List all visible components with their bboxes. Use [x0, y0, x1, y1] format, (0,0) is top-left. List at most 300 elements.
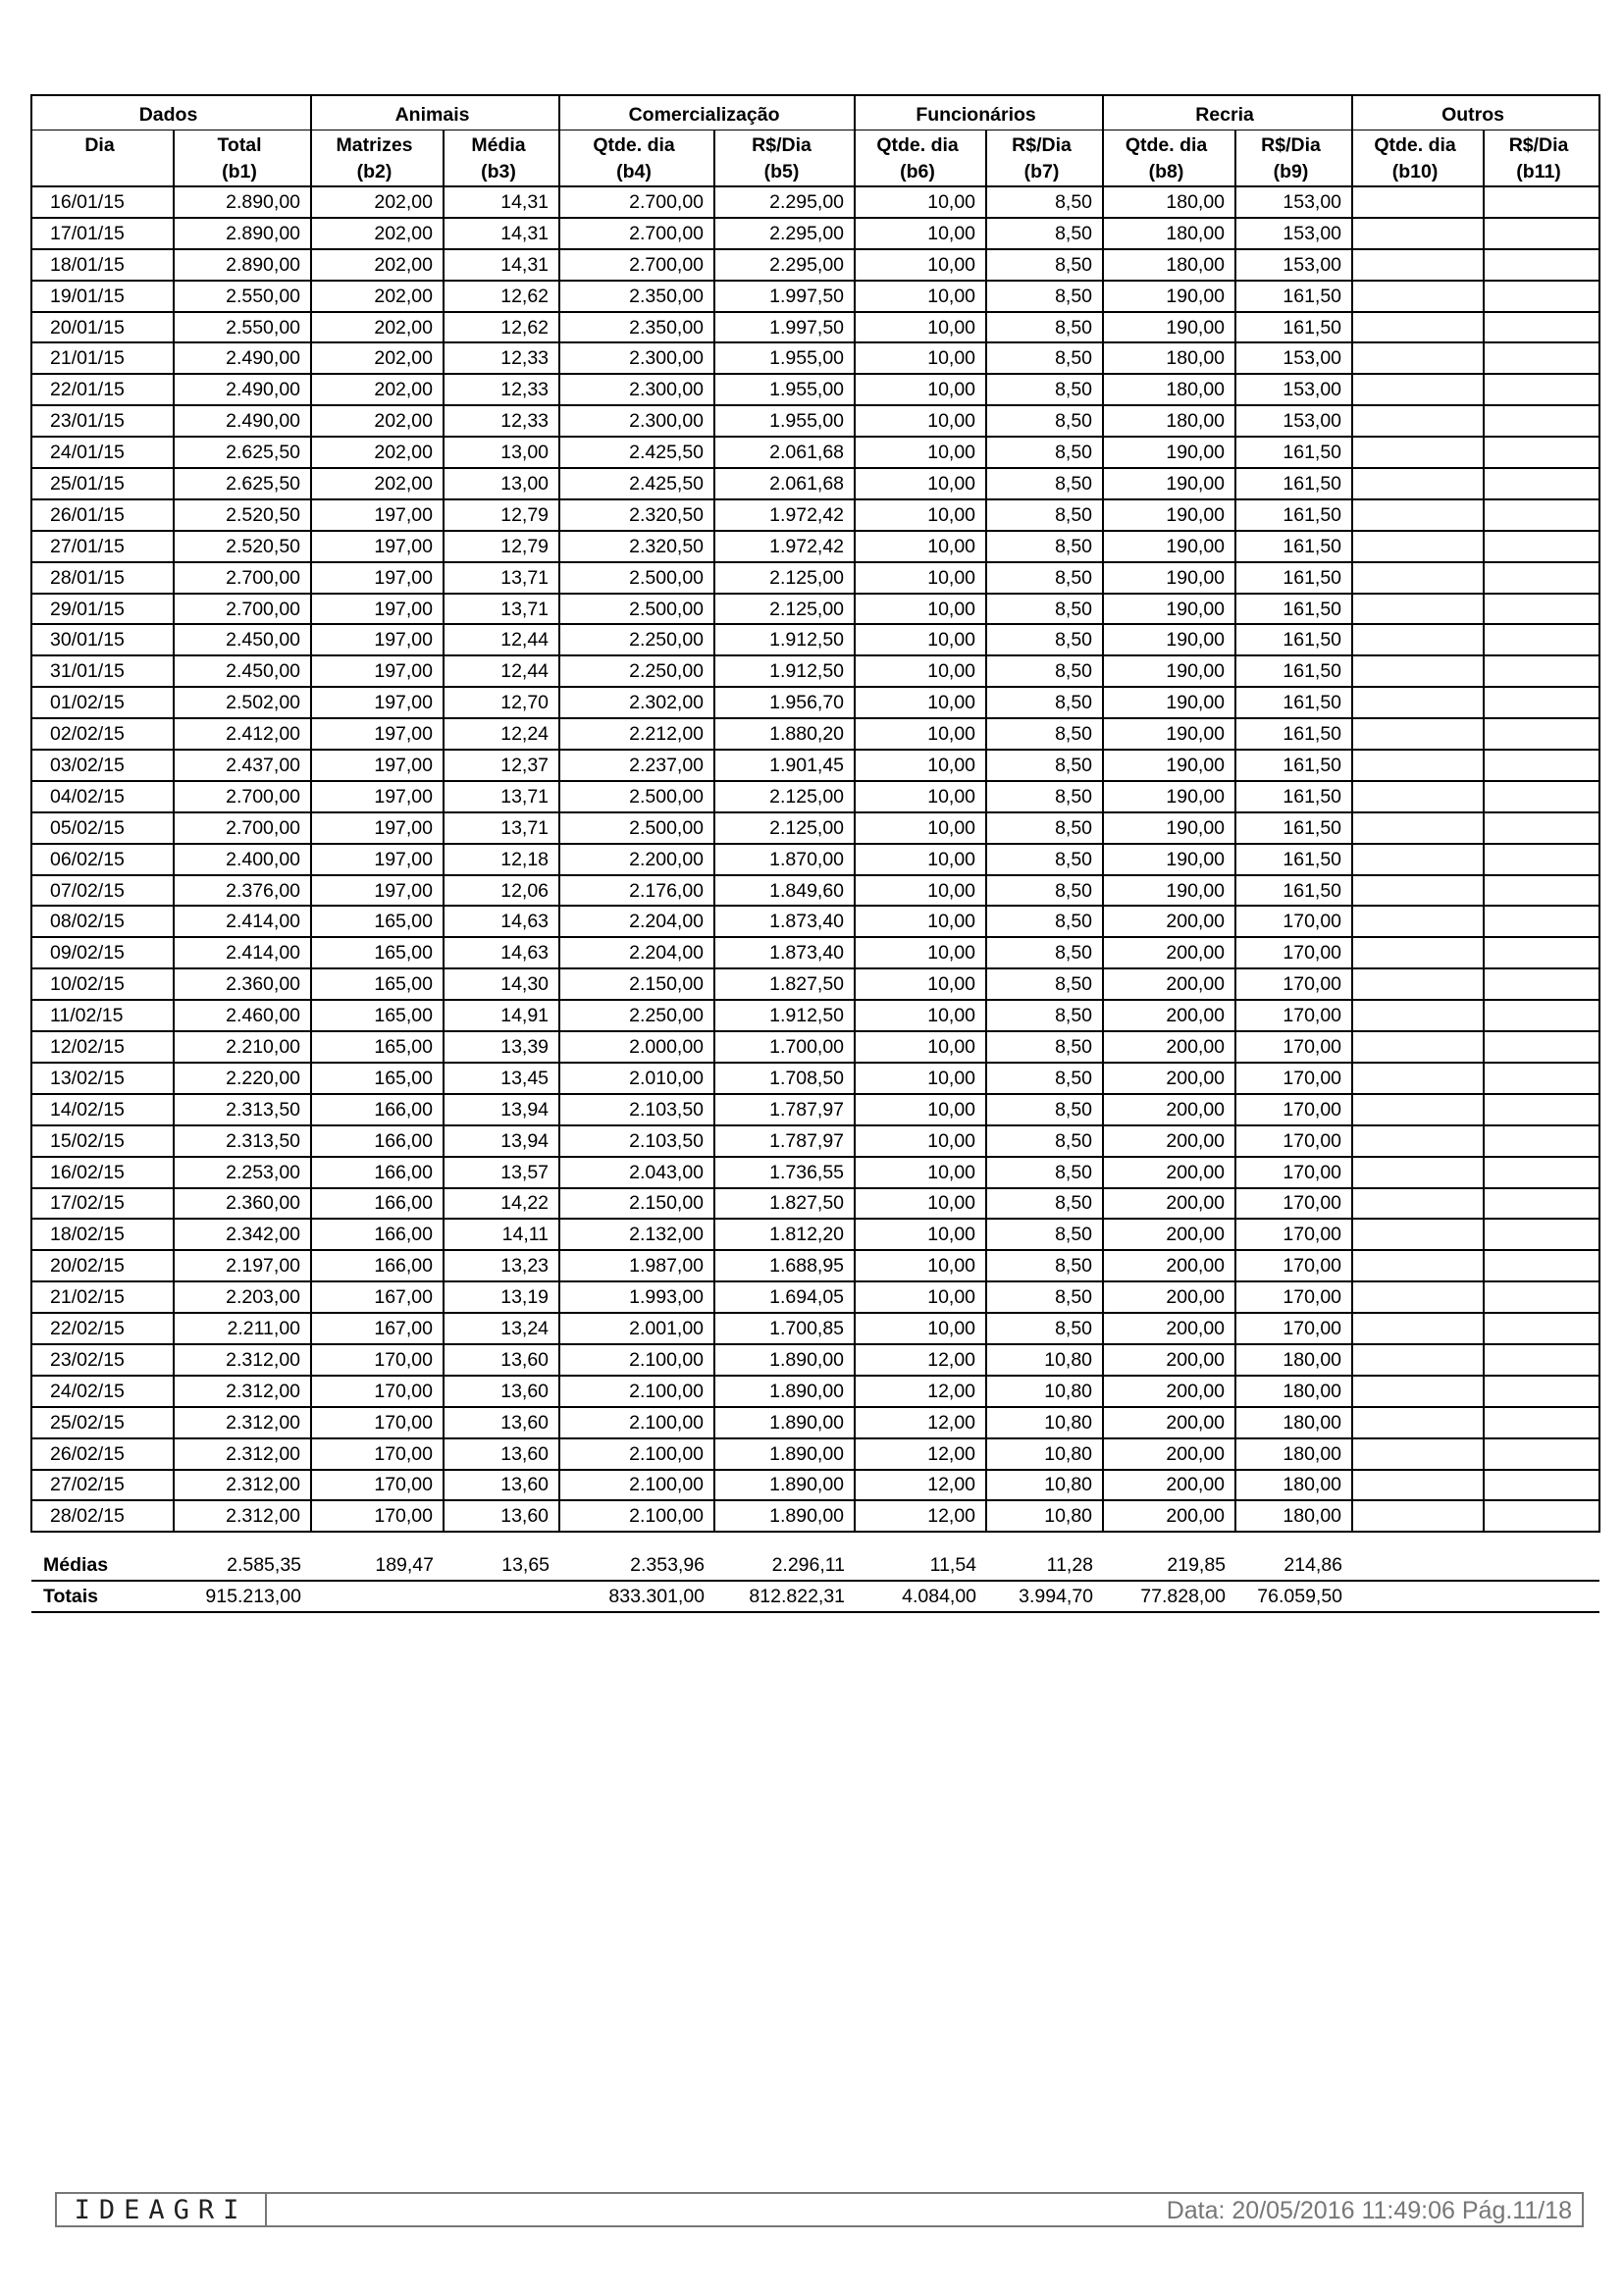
- table-cell: [1352, 1313, 1484, 1344]
- table-cell: 200,00: [1103, 1188, 1235, 1220]
- medias-value: 11,54: [855, 1550, 986, 1581]
- table-row: [31, 342, 1599, 374]
- table-row: [31, 405, 1599, 437]
- medias-value: 11,28: [986, 1550, 1103, 1581]
- table-cell: 2.500,00: [559, 594, 714, 625]
- table-cell: 2.300,00: [559, 374, 714, 405]
- totais-value: 3.994,70: [986, 1581, 1103, 1612]
- table-cell: 10,00: [855, 218, 986, 249]
- table-cell: [1352, 468, 1484, 499]
- table-cell: [1352, 1094, 1484, 1125]
- table-cell: 2.502,00: [174, 687, 311, 718]
- column-label: R$/Dia: [1508, 134, 1569, 156]
- table-cell: 190,00: [1103, 655, 1235, 687]
- date-cell: 21/01/15: [31, 342, 174, 374]
- table-cell: 10,80: [986, 1438, 1103, 1470]
- group-header: Recria: [1103, 95, 1352, 130]
- table-cell: 2.250,00: [559, 624, 714, 655]
- table-cell: 202,00: [311, 186, 444, 218]
- table-cell: 2.625,50: [174, 468, 311, 499]
- column-label: R$/Dia: [1261, 134, 1321, 156]
- report-table: [30, 94, 1600, 1613]
- date-cell: 29/01/15: [31, 594, 174, 625]
- table-cell: 2.500,00: [559, 781, 714, 812]
- table-cell: 200,00: [1103, 968, 1235, 1000]
- table-cell: 8,50: [986, 312, 1103, 343]
- table-cell: 2.313,50: [174, 1125, 311, 1157]
- table-row: [31, 1438, 1599, 1470]
- table-cell: [1484, 655, 1599, 687]
- table-cell: 8,50: [986, 1219, 1103, 1250]
- table-cell: [1352, 1219, 1484, 1250]
- table-cell: 161,50: [1235, 437, 1352, 468]
- table-cell: [1352, 906, 1484, 937]
- date-cell: 25/01/15: [31, 468, 174, 499]
- medias-row: [31, 1550, 1599, 1581]
- table-cell: [1352, 499, 1484, 531]
- table-cell: [1484, 437, 1599, 468]
- table-cell: 12,00: [855, 1500, 986, 1532]
- table-cell: 2.520,50: [174, 499, 311, 531]
- table-cell: 8,50: [986, 750, 1103, 781]
- table-row: [31, 594, 1599, 625]
- table-cell: 12,06: [444, 875, 559, 907]
- table-cell: 2.550,00: [174, 312, 311, 343]
- table-cell: 2.425,50: [559, 468, 714, 499]
- table-row: [31, 1344, 1599, 1376]
- table-cell: 202,00: [311, 312, 444, 343]
- column-header: [174, 130, 311, 187]
- table-cell: [1484, 562, 1599, 594]
- table-cell: 197,00: [311, 655, 444, 687]
- table-cell: 170,00: [311, 1344, 444, 1376]
- column-header: [1103, 130, 1235, 187]
- table-cell: 1.912,50: [714, 1000, 855, 1031]
- summary-section: [31, 1532, 1599, 1612]
- table-cell: 170,00: [1235, 1219, 1352, 1250]
- table-cell: [1352, 687, 1484, 718]
- table-cell: 200,00: [1103, 1125, 1235, 1157]
- table-cell: [1352, 1188, 1484, 1220]
- table-cell: 161,50: [1235, 562, 1352, 594]
- table-cell: 2.312,00: [174, 1438, 311, 1470]
- table-cell: 8,50: [986, 531, 1103, 562]
- totais-value: 4.084,00: [855, 1581, 986, 1612]
- table-cell: 2.000,00: [559, 1031, 714, 1063]
- table-cell: 2.350,00: [559, 281, 714, 312]
- table-cell: 153,00: [1235, 249, 1352, 281]
- date-cell: 21/02/15: [31, 1281, 174, 1313]
- column-header-row: [31, 130, 1599, 187]
- table-row: [31, 499, 1599, 531]
- column-header: [855, 130, 986, 187]
- table-cell: 2.312,00: [174, 1500, 311, 1532]
- table-cell: 2.414,00: [174, 906, 311, 937]
- table-row: [31, 906, 1599, 937]
- table-cell: 180,00: [1235, 1470, 1352, 1501]
- table-cell: 10,00: [855, 968, 986, 1000]
- group-header: Funcionários: [855, 95, 1103, 130]
- table-row: [31, 1031, 1599, 1063]
- table-cell: 170,00: [1235, 1063, 1352, 1094]
- table-cell: 8,50: [986, 405, 1103, 437]
- table-cell: 10,80: [986, 1376, 1103, 1407]
- date-cell: 22/02/15: [31, 1313, 174, 1344]
- table-cell: 12,79: [444, 531, 559, 562]
- table-cell: 170,00: [1235, 937, 1352, 968]
- column-header: [714, 130, 855, 187]
- table-cell: 170,00: [1235, 968, 1352, 1000]
- table-cell: [1352, 812, 1484, 844]
- table-cell: 8,50: [986, 1094, 1103, 1125]
- group-header: Animais: [311, 95, 559, 130]
- table-cell: 8,50: [986, 1157, 1103, 1188]
- table-cell: 8,50: [986, 499, 1103, 531]
- table-cell: 165,00: [311, 937, 444, 968]
- table-cell: [1484, 1250, 1599, 1281]
- table-cell: 10,00: [855, 1219, 986, 1250]
- date-cell: 23/02/15: [31, 1344, 174, 1376]
- table-cell: 10,00: [855, 342, 986, 374]
- table-cell: 12,00: [855, 1470, 986, 1501]
- table-cell: [1352, 624, 1484, 655]
- table-cell: 10,00: [855, 499, 986, 531]
- table-cell: 2.450,00: [174, 624, 311, 655]
- table-cell: 170,00: [1235, 1031, 1352, 1063]
- group-header-row: [31, 95, 1599, 130]
- table-row: [31, 875, 1599, 907]
- table-cell: 161,50: [1235, 468, 1352, 499]
- table-cell: 8,50: [986, 812, 1103, 844]
- table-cell: 12,70: [444, 687, 559, 718]
- table-cell: 2.150,00: [559, 1188, 714, 1220]
- table-cell: 197,00: [311, 750, 444, 781]
- table-cell: 12,44: [444, 655, 559, 687]
- table-cell: 13,23: [444, 1250, 559, 1281]
- table-cell: 8,50: [986, 781, 1103, 812]
- date-cell: 26/01/15: [31, 499, 174, 531]
- table-cell: 10,00: [855, 812, 986, 844]
- table-cell: 13,60: [444, 1438, 559, 1470]
- table-cell: [1352, 655, 1484, 687]
- table-cell: 165,00: [311, 1031, 444, 1063]
- table-cell: [1484, 405, 1599, 437]
- table-cell: 12,24: [444, 718, 559, 750]
- table-cell: 190,00: [1103, 812, 1235, 844]
- table-cell: 166,00: [311, 1219, 444, 1250]
- totais-value: 812.822,31: [714, 1581, 855, 1612]
- table-cell: 190,00: [1103, 312, 1235, 343]
- table-row: [31, 1376, 1599, 1407]
- table-row: [31, 374, 1599, 405]
- table-cell: 165,00: [311, 1063, 444, 1094]
- table-cell: [1352, 281, 1484, 312]
- table-cell: 10,80: [986, 1500, 1103, 1532]
- table-cell: [1352, 218, 1484, 249]
- table-cell: 13,24: [444, 1313, 559, 1344]
- date-cell: 17/02/15: [31, 1188, 174, 1220]
- totais-value: 833.301,00: [559, 1581, 714, 1612]
- table-cell: 161,50: [1235, 875, 1352, 907]
- table-cell: 2.295,00: [714, 218, 855, 249]
- table-cell: 2.700,00: [174, 812, 311, 844]
- table-cell: 8,50: [986, 281, 1103, 312]
- table-cell: 2.204,00: [559, 906, 714, 937]
- table-cell: 197,00: [311, 531, 444, 562]
- table-cell: 190,00: [1103, 718, 1235, 750]
- table-cell: 153,00: [1235, 405, 1352, 437]
- table-cell: 10,00: [855, 844, 986, 875]
- table-cell: 1.736,55: [714, 1157, 855, 1188]
- table-cell: 13,60: [444, 1376, 559, 1407]
- table-cell: 200,00: [1103, 1157, 1235, 1188]
- table-cell: 12,00: [855, 1344, 986, 1376]
- table-cell: [1484, 312, 1599, 343]
- table-cell: 202,00: [311, 468, 444, 499]
- table-cell: 197,00: [311, 875, 444, 907]
- table-cell: 2.204,00: [559, 937, 714, 968]
- medias-value: [1484, 1550, 1599, 1581]
- table-cell: 200,00: [1103, 1094, 1235, 1125]
- table-cell: [1484, 1000, 1599, 1031]
- table-cell: 197,00: [311, 844, 444, 875]
- table-cell: [1484, 1376, 1599, 1407]
- table-cell: [1484, 249, 1599, 281]
- table-cell: 13,57: [444, 1157, 559, 1188]
- table-cell: 161,50: [1235, 281, 1352, 312]
- table-cell: 10,00: [855, 1188, 986, 1220]
- column-code: (b7): [1023, 161, 1060, 183]
- table-cell: 167,00: [311, 1281, 444, 1313]
- table-cell: [1484, 687, 1599, 718]
- table-cell: 170,00: [311, 1407, 444, 1438]
- table-cell: 10,80: [986, 1344, 1103, 1376]
- table-cell: 200,00: [1103, 1000, 1235, 1031]
- table-cell: 180,00: [1235, 1500, 1352, 1532]
- column-header: [444, 130, 559, 187]
- date-cell: 15/02/15: [31, 1125, 174, 1157]
- table-cell: 161,50: [1235, 499, 1352, 531]
- date-cell: 25/02/15: [31, 1407, 174, 1438]
- table-cell: 10,00: [855, 1063, 986, 1094]
- table-cell: 10,00: [855, 312, 986, 343]
- table-cell: 13,00: [444, 437, 559, 468]
- column-label: Dia: [84, 134, 115, 156]
- table-cell: 13,94: [444, 1094, 559, 1125]
- table-row: [31, 468, 1599, 499]
- column-label: Qtde. dia: [1125, 134, 1208, 156]
- table-row: [31, 1125, 1599, 1157]
- table-cell: 8,50: [986, 1125, 1103, 1157]
- table-cell: [1484, 1125, 1599, 1157]
- table-cell: 190,00: [1103, 624, 1235, 655]
- table-cell: [1484, 1344, 1599, 1376]
- date-cell: 11/02/15: [31, 1000, 174, 1031]
- table-cell: 2.700,00: [559, 186, 714, 218]
- column-header: [1235, 130, 1352, 187]
- medias-value: [1352, 1550, 1484, 1581]
- table-cell: 2.625,50: [174, 437, 311, 468]
- table-row: [31, 1250, 1599, 1281]
- column-header: [1352, 130, 1484, 187]
- table-cell: 1.694,05: [714, 1281, 855, 1313]
- table-cell: 2.400,00: [174, 844, 311, 875]
- table-cell: [1352, 1438, 1484, 1470]
- table-cell: 8,50: [986, 875, 1103, 907]
- column-code: (b9): [1273, 161, 1309, 183]
- table-cell: [1484, 1281, 1599, 1313]
- table-cell: 10,00: [855, 405, 986, 437]
- table-cell: 197,00: [311, 812, 444, 844]
- date-cell: 24/01/15: [31, 437, 174, 468]
- table-cell: [1484, 1438, 1599, 1470]
- table-cell: 8,50: [986, 186, 1103, 218]
- table-cell: 161,50: [1235, 624, 1352, 655]
- table-cell: 200,00: [1103, 1063, 1235, 1094]
- table-cell: 2.100,00: [559, 1438, 714, 1470]
- column-code: (b5): [763, 161, 800, 183]
- table-cell: 13,19: [444, 1281, 559, 1313]
- table-cell: 2.250,00: [559, 655, 714, 687]
- table-cell: 2.061,68: [714, 468, 855, 499]
- table-cell: 14,31: [444, 249, 559, 281]
- table-cell: 197,00: [311, 624, 444, 655]
- table-cell: 180,00: [1103, 249, 1235, 281]
- table-cell: [1484, 342, 1599, 374]
- table-cell: [1352, 781, 1484, 812]
- table-cell: [1484, 624, 1599, 655]
- table-cell: 1.873,40: [714, 937, 855, 968]
- table-cell: 12,00: [855, 1376, 986, 1407]
- table-cell: 180,00: [1103, 342, 1235, 374]
- medias-value: 2.296,11: [714, 1550, 855, 1581]
- table-cell: 1.890,00: [714, 1407, 855, 1438]
- table-cell: [1484, 218, 1599, 249]
- table-cell: [1484, 1219, 1599, 1250]
- column-label: Matrizes: [336, 134, 413, 156]
- table-cell: 10,00: [855, 1281, 986, 1313]
- column-label: Qtde. dia: [876, 134, 959, 156]
- table-cell: 1.997,50: [714, 281, 855, 312]
- table-cell: [1352, 937, 1484, 968]
- table-cell: [1484, 1094, 1599, 1125]
- table-cell: 2.100,00: [559, 1344, 714, 1376]
- table-cell: 2.360,00: [174, 968, 311, 1000]
- table-cell: 13,94: [444, 1125, 559, 1157]
- table-row: [31, 531, 1599, 562]
- table-cell: 202,00: [311, 249, 444, 281]
- table-cell: 10,00: [855, 1157, 986, 1188]
- table-cell: 200,00: [1103, 1344, 1235, 1376]
- table-cell: 200,00: [1103, 1250, 1235, 1281]
- table-cell: 8,50: [986, 1188, 1103, 1220]
- totais-row: [31, 1581, 1599, 1612]
- table-cell: [1352, 875, 1484, 907]
- table-cell: 2.500,00: [559, 562, 714, 594]
- table-cell: 10,00: [855, 531, 986, 562]
- table-row: [31, 718, 1599, 750]
- table-cell: 190,00: [1103, 281, 1235, 312]
- table-cell: [1352, 1125, 1484, 1157]
- table-cell: 2.295,00: [714, 249, 855, 281]
- totais-label: Totais: [31, 1581, 174, 1612]
- table-cell: [1484, 499, 1599, 531]
- table-cell: 166,00: [311, 1157, 444, 1188]
- table-cell: 197,00: [311, 562, 444, 594]
- table-cell: 8,50: [986, 624, 1103, 655]
- table-cell: 14,11: [444, 1219, 559, 1250]
- column-code: (b8): [1148, 161, 1184, 183]
- table-cell: 170,00: [1235, 1281, 1352, 1313]
- table-cell: 13,60: [444, 1407, 559, 1438]
- table-cell: 190,00: [1103, 781, 1235, 812]
- table-cell: 153,00: [1235, 374, 1352, 405]
- table-row: [31, 186, 1599, 218]
- table-cell: 2.312,00: [174, 1470, 311, 1501]
- table-cell: 1.955,00: [714, 405, 855, 437]
- table-cell: 10,00: [855, 687, 986, 718]
- table-cell: 202,00: [311, 405, 444, 437]
- table-cell: 2.250,00: [559, 1000, 714, 1031]
- table-cell: 2.414,00: [174, 937, 311, 968]
- table-cell: 8,50: [986, 1063, 1103, 1094]
- table-cell: 14,31: [444, 218, 559, 249]
- table-cell: 2.125,00: [714, 812, 855, 844]
- table-cell: 2.100,00: [559, 1376, 714, 1407]
- group-header: Outros: [1352, 95, 1599, 130]
- group-header: Dados: [31, 95, 311, 130]
- table-cell: 165,00: [311, 1000, 444, 1031]
- table-cell: 10,00: [855, 374, 986, 405]
- table-cell: 1.987,00: [559, 1250, 714, 1281]
- column-code: (b2): [356, 161, 393, 183]
- table-cell: [1352, 562, 1484, 594]
- table-cell: 190,00: [1103, 437, 1235, 468]
- date-cell: 06/02/15: [31, 844, 174, 875]
- table-cell: 197,00: [311, 781, 444, 812]
- table-cell: 170,00: [1235, 1094, 1352, 1125]
- table-cell: 13,00: [444, 468, 559, 499]
- table-cell: [1352, 1000, 1484, 1031]
- table-cell: 10,00: [855, 906, 986, 937]
- table-row: [31, 687, 1599, 718]
- table-cell: 8,50: [986, 844, 1103, 875]
- table-cell: 170,00: [311, 1438, 444, 1470]
- table-cell: 8,50: [986, 249, 1103, 281]
- table-cell: 2.176,00: [559, 875, 714, 907]
- table-cell: 8,50: [986, 437, 1103, 468]
- table-cell: 2.376,00: [174, 875, 311, 907]
- table-cell: 190,00: [1103, 468, 1235, 499]
- table-cell: [1352, 374, 1484, 405]
- table-cell: 180,00: [1103, 374, 1235, 405]
- table-cell: [1352, 1470, 1484, 1501]
- table-cell: 200,00: [1103, 1313, 1235, 1344]
- date-cell: 07/02/15: [31, 875, 174, 907]
- table-cell: 2.425,50: [559, 437, 714, 468]
- table-cell: 10,00: [855, 1094, 986, 1125]
- table-cell: 2.460,00: [174, 1000, 311, 1031]
- date-cell: 24/02/15: [31, 1376, 174, 1407]
- column-label: Qtde. dia: [1374, 134, 1456, 156]
- column-label: R$/Dia: [752, 134, 812, 156]
- medias-value: 2.585,35: [174, 1550, 311, 1581]
- date-cell: 20/02/15: [31, 1250, 174, 1281]
- table-cell: 200,00: [1103, 1438, 1235, 1470]
- table-cell: 8,50: [986, 1000, 1103, 1031]
- table-row: [31, 218, 1599, 249]
- table-cell: 10,00: [855, 468, 986, 499]
